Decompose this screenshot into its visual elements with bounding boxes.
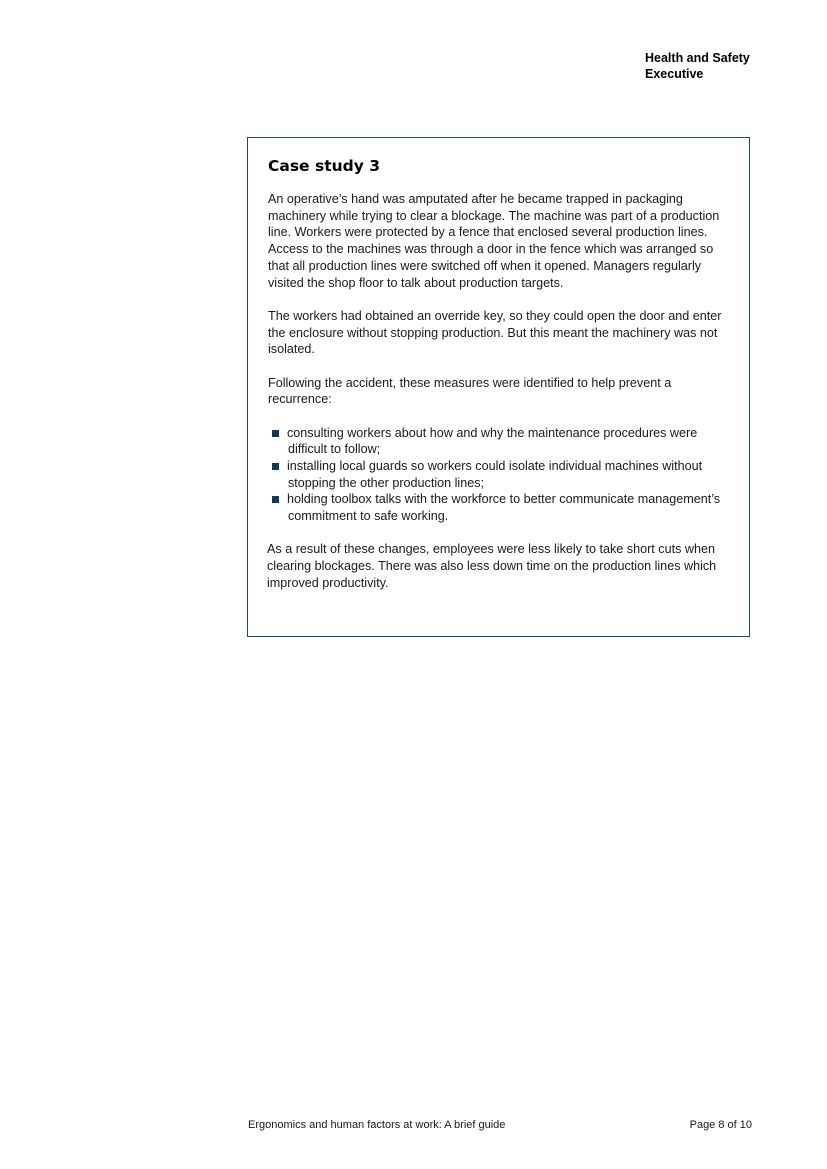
- measure-text: consulting workers about how and why the maintenance procedures were difficult to follow;: [287, 425, 698, 457]
- square-bullet-icon: [272, 463, 279, 470]
- case-study-paragraph-1: An operative’s hand was amputated after he became trapped in packaging machinery while trying to clear a blockage. The machine was part of a production line. Workers were protected by a fence that enclosed several production lines. Access to the machines was through a door in the fence which was arranged so that all production lines were switched off when it opened. Managers regularly visited the shop floor to talk about production targets.: [268, 192, 720, 290]
- case-study-conclusion: As a result of these changes, employees were less likely to take short cuts when clearing blockages. There was also less down time on the production lines which improved productivity.: [267, 542, 717, 590]
- list-item: [268, 425, 729, 458]
- organisation-name: Health and Safety Executive: [645, 51, 750, 81]
- list-item: [268, 491, 729, 524]
- footer-page-number: Page 8 of 10: [689, 1119, 752, 1131]
- case-study-paragraph-2: The workers had obtained an override key, so they could open the door and enter the enclosure without stopping production. But this meant the machinery was not isolated.: [268, 308, 722, 357]
- case-study-box: [247, 137, 750, 637]
- square-bullet-icon: [272, 430, 279, 437]
- measure-text: installing local guards so workers could isolate individual machines without stopping the other production lines;: [287, 458, 703, 490]
- case-study-title: Case study 3: [268, 157, 381, 175]
- list-item: [268, 458, 729, 491]
- case-study-paragraph-3: Following the accident, these measures were identified to help prevent a recurrence:: [268, 375, 672, 407]
- square-bullet-icon: [272, 496, 279, 503]
- measure-text: holding toolbox talks with the workforce to better communicate management’s commitment to safe working.: [287, 492, 721, 524]
- measures-list: [268, 425, 729, 525]
- footer-document-title: Ergonomics and human factors at work: A brief guide: [248, 1119, 506, 1131]
